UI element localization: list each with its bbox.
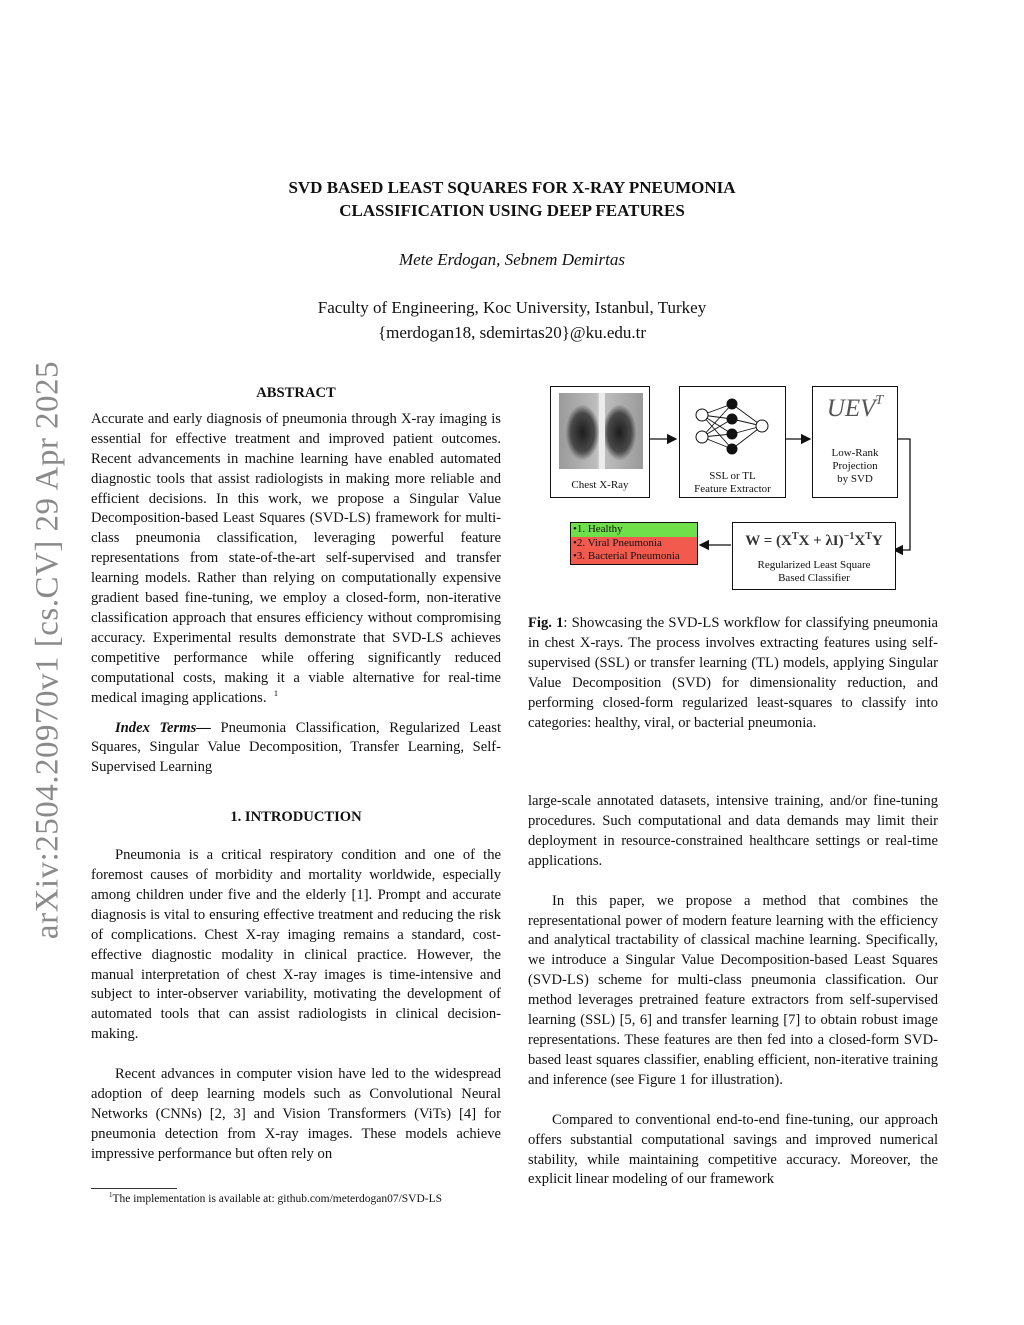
class-list bbox=[570, 522, 698, 565]
title-line-1: SVD BASED LEAST SQUARES FOR X-RAY PNEUMONIA bbox=[288, 178, 736, 197]
paper-title bbox=[150, 176, 874, 222]
feature-extractor-box bbox=[679, 386, 786, 498]
figure-caption bbox=[528, 614, 938, 733]
svd-transpose: T bbox=[875, 393, 884, 408]
xray-box bbox=[550, 386, 650, 498]
feature-extractor-label-1: SSL or TL bbox=[709, 470, 756, 482]
intro-paragraph-3: In this paper, we propose a method that combines the representational power of modern feature learning with the efficiency and analytical tractability of classical machine learning. Specifically, we introduce a Singular Value Decomposition-based Least Squares (SVD-LS) scheme for multi-class pneumonia classification. Our method leverages pretrained feature extractors from self-supervised learning (SSL) [5, 6] and transfer learning [7] to obtain robust image representations. These features are then fed into a closed-form SVD-based least squares classifier, enabling efficient, non-iterative training and inference (see Figure 1 for illustration). bbox=[528, 892, 938, 1088]
xray-label: Chest X-Ray bbox=[571, 479, 629, 491]
formula-part-1: W = (X bbox=[745, 533, 792, 549]
intro-heading: 1. INTRODUCTION bbox=[230, 809, 362, 826]
svd-label bbox=[813, 447, 897, 486]
intro-paragraph-2-cont: large-scale annotated datasets, intensive training, and/or fine-tuning procedures. Such computational and data demands may limit their deployment in resource-constrained healthcare settings or real-time applications. bbox=[528, 793, 938, 869]
classifier-label-2: Based Classifier bbox=[778, 572, 850, 584]
feature-extractor-label bbox=[680, 470, 785, 496]
footnote-rule bbox=[91, 1188, 177, 1189]
footnote-ref[interactable]: 1 bbox=[273, 687, 279, 698]
svd-label-2: Projection bbox=[832, 460, 878, 472]
svd-equation bbox=[813, 395, 897, 423]
index-terms-text: Pneumonia Classification, Regularized Least Squares, Singular Value Decomposition, Transfer Learning, Self-Supervised Learning bbox=[91, 719, 501, 776]
abstract-text bbox=[91, 410, 501, 709]
svd-label-3: by SVD bbox=[837, 473, 873, 485]
title-block bbox=[150, 176, 874, 345]
classifier-box bbox=[732, 522, 896, 590]
abstract-body: Accurate and early diagnosis of pneumonia through X-ray imaging is essential for effective treatment and improved patient outcomes. Recent advancements in machine learning have enabled automated diagnostic tools that assist radiologists in making more reliable and efficient decisions. In this work, we propose a Singular Value Decomposition-based Least Squares (SVD-LS) framework for multi-class pneumonia classification, leveraging powerful feature representations from state-of-the-art self-supervised and transfer learning models. Rather than relying on computationally expensive gradient based fine-tuning, we employ a closed-form, non-iterative classification approach that ensures efficiency without compromising accuracy. Experimental results demonstrate that SVD-LS achieves competitive performance while offering significantly reduced computational costs, making it a viable alternative for real-time medical imaging applications. bbox=[91, 410, 501, 706]
classifier-label-1: Regularized Least Square bbox=[757, 559, 871, 571]
neural-network-icon bbox=[680, 387, 785, 467]
affiliation: Faculty of Engineering, Koc University, Istanbul, Turkey bbox=[317, 298, 707, 317]
arxiv-identifier[interactable]: arXiv:2504.20970v1 [cs.CV] 29 Apr 2025 bbox=[29, 360, 66, 940]
svd-uev: UEV bbox=[826, 395, 876, 422]
class-viral: •2. Viral Pneumonia bbox=[571, 537, 697, 551]
feature-extractor-label-2: Feature Extractor bbox=[694, 483, 771, 495]
index-terms bbox=[91, 719, 501, 779]
footnote-text[interactable]: The implementation is available at: github.com/meterdogan07/SVD-LS bbox=[112, 1193, 443, 1205]
svd-box bbox=[812, 386, 898, 498]
formula-part-3: X bbox=[854, 533, 866, 549]
right-column bbox=[528, 792, 938, 1190]
formula-part-2: X + λI) bbox=[798, 533, 844, 549]
title-line-2: CLASSIFICATION USING DEEP FEATURES bbox=[339, 201, 685, 220]
caption-label: Fig. 1 bbox=[528, 615, 564, 631]
left-column bbox=[91, 384, 501, 1165]
intro-paragraph-1: Pneumonia is a critical respiratory condition and one of the foremost causes of morbidity and mortality worldwide, especially among children under five and the elderly [1]. Prompt and accurate diagnosis is vital to ensuring effective treatment and reducing the risk of complications. Chest X-ray imaging remains a standard, cost-effective diagnostic modality in clinical practice. However, the manual interpretation of chest X-ray images is time-intensive and subject to inter-observer variability, motivating the development of automated tools that can assist radiologists in clinical decision-making. bbox=[91, 847, 501, 1043]
index-terms-label: Index Terms— bbox=[115, 719, 211, 736]
emails: {merdogan18, sdemirtas20}@ku.edu.tr bbox=[377, 323, 647, 342]
class-bacterial: •3. Bacterial Pneumonia bbox=[571, 550, 697, 564]
classifier-label bbox=[733, 559, 895, 585]
footnote bbox=[91, 1193, 501, 1205]
chest-xray-image bbox=[559, 393, 643, 469]
abstract-heading: ABSTRACT bbox=[256, 385, 336, 401]
svd-label-1: Low-Rank bbox=[831, 447, 879, 459]
intro-paragraph-2: Recent advances in computer vision have led to the widespread adoption of deep learning models such as Convolutional Neural Networks (CNNs) [2, 3] and Vision Transformers (ViTs) [4] for pneumonia detection from X-ray images. These models achieve impressive performance but often rely on bbox=[91, 1066, 501, 1162]
formula-sup-1: T bbox=[791, 531, 799, 542]
footnote-mark: 1 bbox=[109, 1192, 113, 1200]
affiliation-block bbox=[150, 295, 874, 345]
intro-paragraph-4: Compared to conventional end-to-end fine-tuning, our approach offers substantial computational savings and improved numerical stability, while maintaining competitive accuracy. Moreover, the explicit linear modeling of our framework bbox=[528, 1111, 938, 1188]
formula-part-4: Y bbox=[871, 533, 883, 549]
formula-sup-2: −1 bbox=[843, 531, 855, 542]
formula-sup-3: T bbox=[865, 531, 872, 542]
caption-text: : Showcasing the SVD-LS workflow for classifying pneumonia in chest X-rays. The process involves extracting features using self-supervised (SSL) or transfer learning (TL) models, applying Singular Value Decomposition (SVD) for dimensionality reduction, and performing closed-form regularized least-squares to classify into categories: healthy, viral, or bacterial pneumonia. bbox=[528, 615, 938, 731]
figure-1 bbox=[548, 382, 918, 592]
classifier-formula bbox=[733, 533, 895, 550]
authors: Mete Erdogan, Sebnem Demirtas bbox=[399, 250, 625, 269]
class-healthy: •1. Healthy bbox=[571, 523, 697, 537]
